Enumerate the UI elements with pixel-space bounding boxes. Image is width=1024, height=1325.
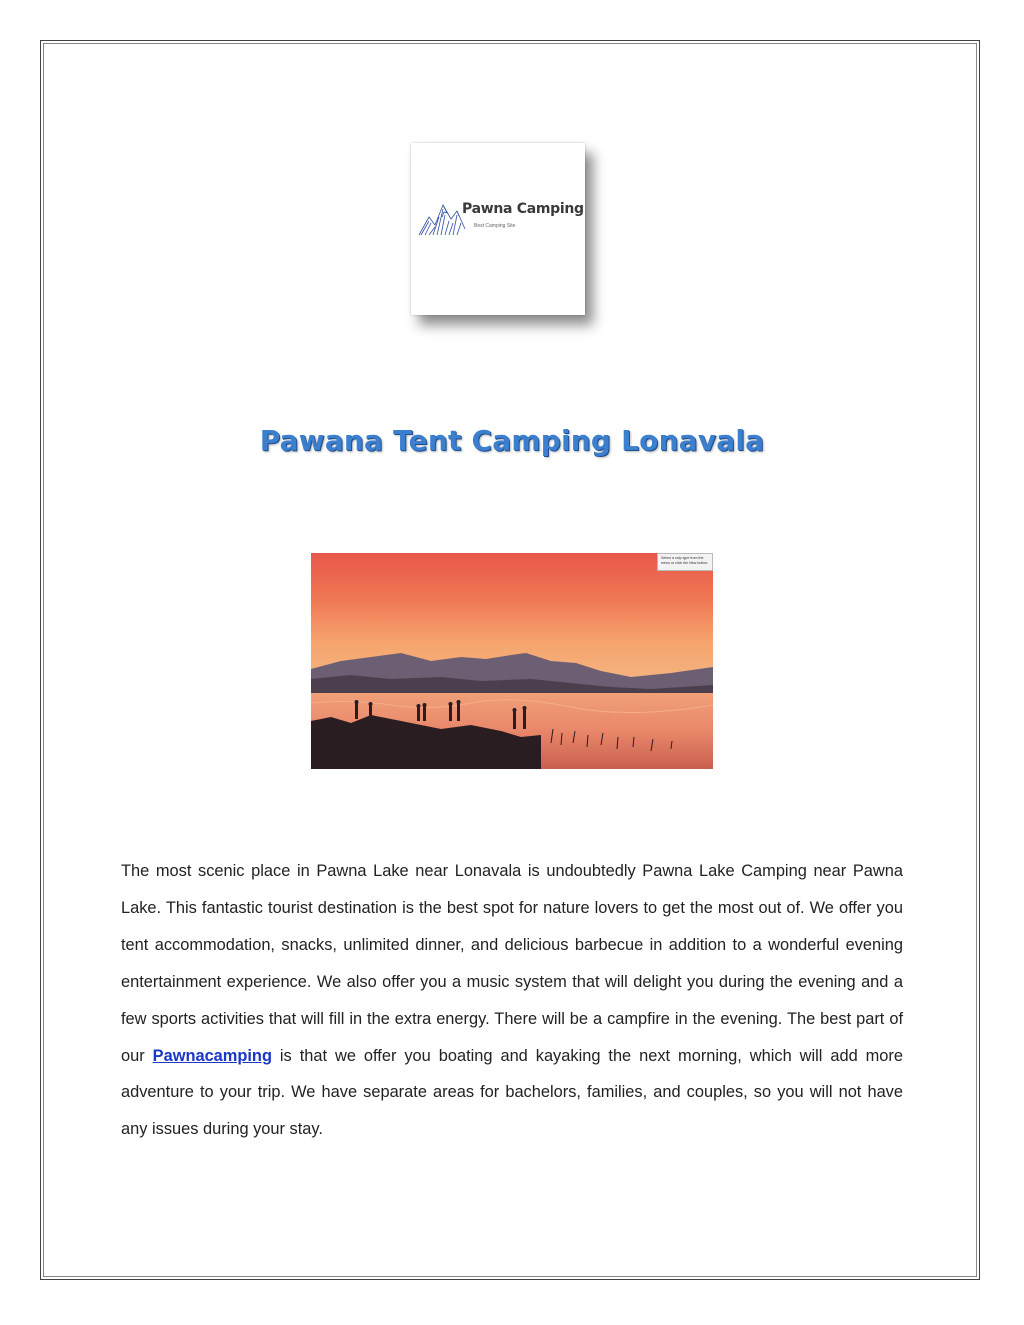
body-text-start: The most scenic place in Pawna Lake near Lonavala is undoubtedly Pawna Lake Camping near Pawna Lake. This fantastic tourist destination is the best spot for nature lovers to get the most out of. We offer you tent accommodation, snacks, unlimited dinner, and delicious barbecue in addition to a wonderful evening entertainment experience. We also offer you a music system that will delight you during the evening and a few sports activities that will fill in the extra energy. There will be a campfire in the evening. The best part of our <box>121 862 903 1065</box>
body-paragraph <box>121 853 903 1148</box>
sunset-lake-photo <box>311 553 713 769</box>
page-title: Pawana Tent Camping Lonavala <box>259 424 765 457</box>
logo-card <box>411 143 585 315</box>
sunset-lake-illustration <box>311 553 713 769</box>
body-text-end: is that we offer you boating and kayaking the next morning, which will add more adventure to your trip. We have separate areas for bachelors, families, and couples, so you will not have any issues during your stay. <box>121 1046 903 1139</box>
logo-name: Pawna Camping <box>462 201 584 217</box>
logo-tagline: Best Camping Site <box>474 223 516 229</box>
mountains-logo-icon <box>417 195 467 239</box>
snip-tooltip: Select a snip type from the menu or click the New button. <box>657 553 713 571</box>
pawnacamping-link[interactable]: Pawnacamping <box>152 1046 272 1065</box>
